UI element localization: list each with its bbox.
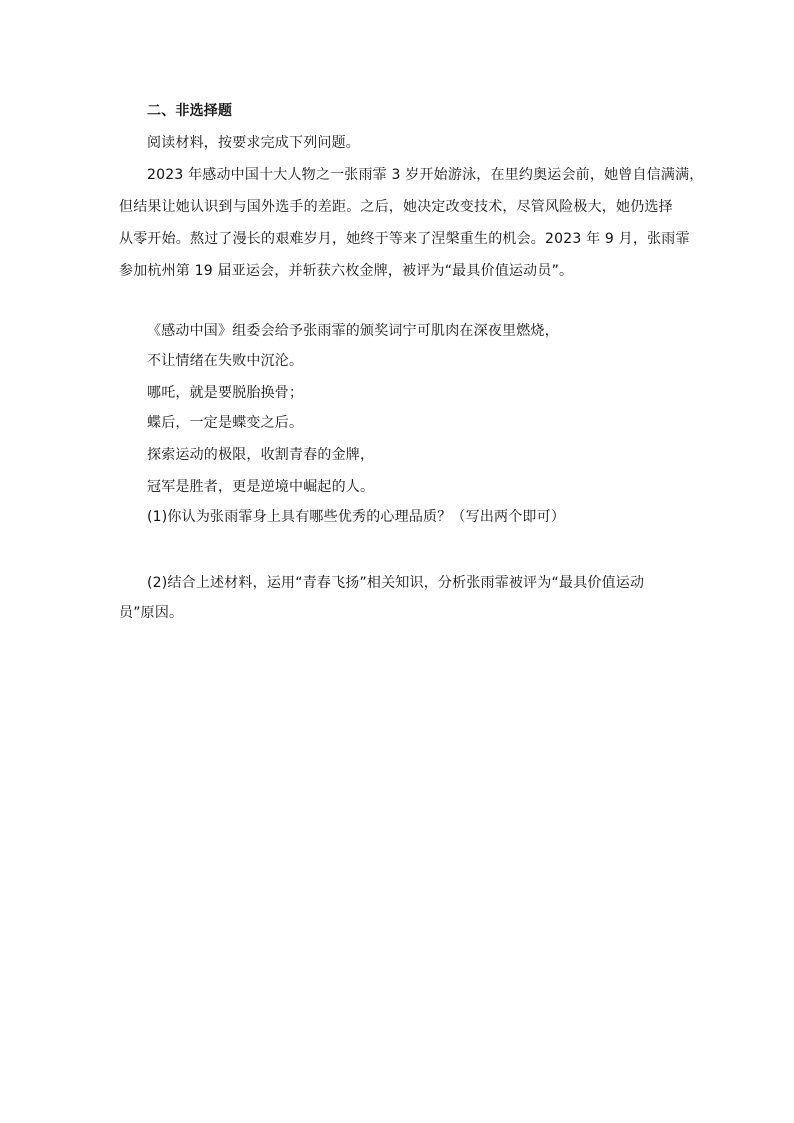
citation-line-6: 冠军是胜者，更是逆境中崛起的人。 — [147, 479, 375, 495]
question-2-line-2: 员”原因。 — [119, 605, 184, 621]
question-1: (1)你认为张雨霏身上具有哪些优秀的心理品质？（写出两个即可） — [147, 509, 566, 525]
instruction-text: 阅读材料，按要求完成下列问题。 — [147, 135, 360, 151]
material-line-2: 但结果让她认识到与国外选手的差距。之后，她决定改变技术，尽管风险极大，她仍选择 — [119, 199, 673, 215]
material-line-1: 2023 年感动中国十大人物之一张雨霏 3 岁开始游泳，在里约奥运会前，她曾自信满满， — [147, 167, 704, 183]
material-line-4: 参加杭州第 19 届亚运会，并斩获六枚金牌，被评为“最具价值运动员”。 — [119, 263, 574, 279]
citation-line-1: 《感动中国》组委会给予张雨霏的颁奖词宁可肌肉在深夜里燃烧， — [147, 323, 559, 339]
material-line-3: 从零开始。熬过了漫长的艰难岁月，她终于等来了涅槃重生的机会。2023 年 9 月，张雨霏 — [119, 231, 690, 247]
citation-line-3: 哪吒，就是要脱胎换骨； — [147, 385, 304, 401]
section-title: 二、非选择题 — [147, 103, 233, 119]
question-2-line-1: (2)结合上述材料，运用“青春飞扬”相关知识，分析张雨霏被评为“最具价值运动 — [147, 575, 645, 591]
citation-line-2: 不让情绪在失败中沉沦。 — [147, 353, 304, 369]
citation-line-5: 探索运动的极限，收割青春的金牌， — [147, 447, 375, 463]
citation-line-4: 蝶后，一定是蝶变之后。 — [147, 415, 304, 431]
